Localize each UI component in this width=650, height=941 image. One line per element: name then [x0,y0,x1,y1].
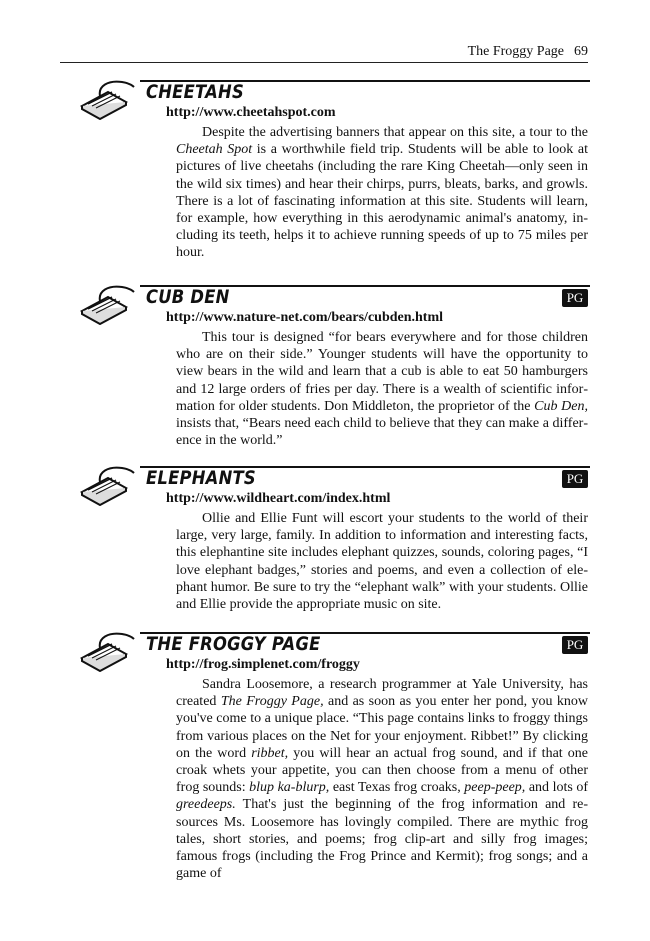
text-run: Ollie and Ellie Funt will escort your students to the world of their large, very large, family. In addition to information and interesting facts, this elephantine site includes elephant quizzes, sounds, coloring pages, “I love elephant badges,” stories and poems, and even a collection of elephant humor. Be sure to try the “elephant walk” with your students. Ollie and Ellie provide the appropriate music on site. [176,511,588,613]
entry-description [176,510,588,613]
entry-url[interactable]: http://www.wildheart.com/index.html [166,491,391,506]
italic-text: Cub Den, [534,398,589,414]
running-title: The Froggy Page [467,44,564,59]
computer-mouse-icon [78,630,138,672]
text-run: and lots of [525,780,588,796]
text-run: That's just the beginning of the frog information and resources Ms. Loosemore has lovingly compiled. There are mythic frog tales, short stories, and poems; frog clip-art and silly frog images; famous frogs (including the Frog Prince and Kermit); frog songs; and a game of [176,797,588,882]
text-run: Sandra Loosemore, a research programmer at Yale University, has created [176,677,588,710]
entry-url[interactable]: http://www.nature-net.com/bears/cubden.html [166,310,444,325]
entry-description [176,676,588,882]
text-run: east Texas frog croaks, [329,780,465,796]
computer-mouse-icon [78,283,138,325]
text-run: you will hear an actual frog sound, and if that one croak whets your appetite, you can then choose from a menu of other frog sounds: [176,745,588,796]
entry-url[interactable]: http://frog.simplenet.com/froggy [166,657,360,672]
text-run: insists that, “Bears need each child to believe that they can make a difference in the world.” [176,416,588,449]
italic-text: peep-peep, [464,780,526,796]
entry-title: CHEETAHS [146,81,245,103]
text-run: and as soon as you enter her pond, you know you've come to a unique place. “This page contains links to froggy things from various places on the Net for your enjoyment. Ribbet!” By clicking on the word [176,694,588,761]
computer-mouse-icon [78,78,138,120]
text-run: This tour is designed “for bears everywhere and for those children who are on their side.” Younger students will have the opportunity to view bears in the wild and learn that a cub is able to eat 50 hamburgers and 12 large orders of fries per day. There is a wealth of scientific information for older students. Don Middleton, the proprietor of the [176,330,588,414]
italic-text: blup ka-blurp, [249,780,330,796]
entry-description [176,329,588,449]
text-run: Despite the advertising banners that appear on this site, a tour to the [202,125,588,140]
entry-title: ELEPHANTS [146,467,256,489]
computer-mouse-icon [78,464,138,506]
rating-badge: PG [562,470,588,488]
italic-text: Cheetah Spot [176,142,253,158]
italic-text: The Froggy Page, [220,694,324,710]
rating-badge: PG [562,636,588,654]
entry-title: CUB DEN [146,286,230,308]
running-header [60,44,588,63]
italic-text: greedeeps. [176,797,236,813]
entry-title: THE FROGGY PAGE [146,633,321,655]
page-number: 69 [574,44,588,59]
text-run: is a worthwhile field trip. Students will be able to look at pictures of live cheetahs (including the rare King Cheetah—only seen in the wild six times) and hear their chirps, purrs, bleats, barks, and growls. There is a lot of fascinating information at this site. Students will learn, for example, how everything in this aerodynamic animal's anatomy, including its teeth, helps it to achieve running speeds of up to 75 miles per hour. [176,142,588,261]
italic-text: ribbet, [251,745,289,761]
entry-url[interactable]: http://www.cheetahspot.com [166,105,336,120]
entry-description [176,124,588,262]
rating-badge: PG [562,289,588,307]
